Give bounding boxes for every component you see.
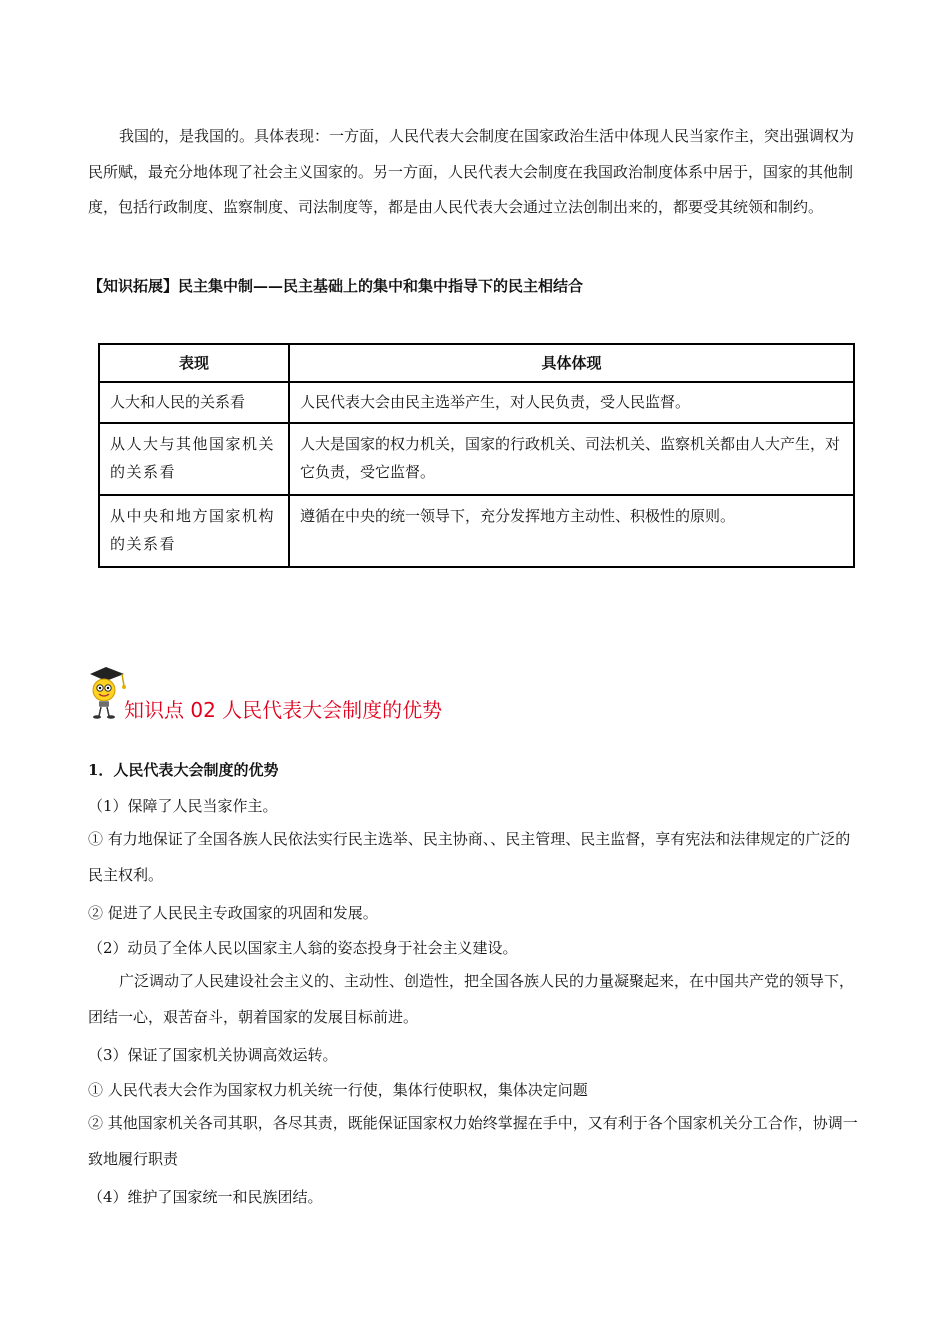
comparison-table [98, 343, 855, 568]
table-cell: 人大是国家的权力机关，国家的行政机关、司法机关、监察机关都由人大产生，对它负责，受它监督。 [289, 423, 854, 495]
intro-paragraph: 我国的，是我国的。具体表现：一方面，人民代表大会制度在国家政治生活中体现人民当家作主，突出强调权为民所赋，最充分地体现了社会主义国家的。另一方面，人民代表大会制度在我国政治制度体系中居于，国家的其他制度，包括行政制度、监察制度、司法制度等，都是由人民代表大会通过立法创制出来的，都要受其统领和制约。 [88, 127, 855, 217]
table-cell: 人民代表大会由民主选举产生，对人民负责，受人民监督。 [289, 382, 854, 423]
point-4: （4）维护了国家统一和民族团结。 [88, 1188, 323, 1206]
table-header: 具体体现 [289, 344, 854, 382]
point-3b: ② 其他国家机关各司其职，各尽其责，既能保证国家权力始终掌握在手中，又有利于各个国家机关分工合作，协调一致地履行职责 [88, 1114, 858, 1168]
point-1a: ① 有力地保证了全国各族人民依法实行民主选举、民主协商、、民主管理、民主监督，享有宪法和法律规定的广泛的民主权利。 [88, 830, 851, 884]
point-1b: ② 促进了人民民主专政国家的巩固和发展。 [88, 904, 378, 922]
section-subtitle: 1．人民代表大会制度的优势 [88, 761, 279, 779]
table-row [99, 382, 854, 423]
table-header-row [99, 344, 854, 382]
section-heading [86, 662, 586, 722]
point-3a: ① 人民代表大会作为国家权力机关统一行使，集体行使职权，集体决定问题 [88, 1081, 588, 1099]
point-1: （1）保障了人民当家作主。 [88, 797, 278, 815]
point-2: （2）动员了全体人民以国家主人翁的姿态投身于社会主义建设。 [88, 939, 518, 957]
section-title: 知识点 02 人民代表大会制度的优势 [124, 698, 443, 722]
table-cell: 遵循在中央的统一领导下，充分发挥地方主动性、积极性的原则。 [289, 495, 854, 567]
table-row [99, 495, 854, 567]
extension-title: 【知识拓展】民主集中制——民主基础上的集中和集中指导下的民主相结合 [88, 277, 584, 295]
table-header: 表现 [99, 344, 289, 382]
table-cell: 从中央和地方国家机构的关系看 [99, 495, 289, 567]
point-3: （3）保证了国家机关协调高效运转。 [88, 1046, 338, 1064]
point-2a: 广泛调动了人民建设社会主义的、主动性、创造性，把全国各族人民的力量凝聚起来，在中国共产党的领导下，团结一心，艰苦奋斗，朝着国家的发展目标前进。 [88, 972, 855, 1026]
table-row [99, 423, 854, 495]
table-cell: 从人大与其他国家机关的关系看 [99, 423, 289, 495]
table-cell: 人大和人民的关系看 [99, 382, 289, 423]
